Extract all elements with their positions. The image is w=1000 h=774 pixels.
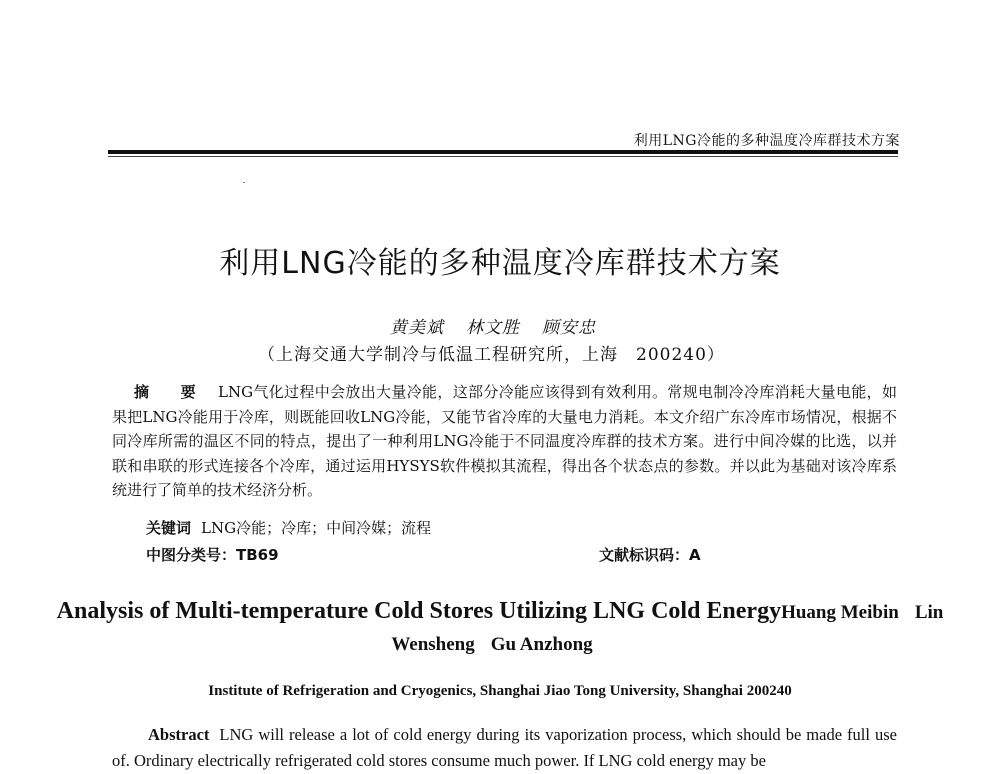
abstract-cn-text: LNG气化过程中会放出大量冷能，这部分冷能应该得到有效利用。常规电制冷冷库消耗大量电能，如果把LNG冷能用于冷库，则既能回收LNG冷能，又能节省冷库的大量电力消耗。本文介绍广东冷库市场情况，根据不同冷库所需的温区不同的特点，提出了一种利用LNG冷能于不同温度冷库群的技术方案。进行中间冷媒的比选，以并联和串联的形式连接各个冷库，通过运用HYSYS软件模拟其流程，得出各个状态点的参数。并以此为基础对该冷库系统进行了简单的技术经济分析。 [112,383,897,499]
header-rule-thin [108,156,898,157]
abstract-cn-label: 摘 要 [134,383,204,401]
affiliation-en: Institute of Refrigeration and Cryogenics, Shanghai Jiao Tong University, Shanghai 200240 [208,683,792,699]
abstract-en [112,722,897,774]
keywords-label: 关键词 [146,519,192,537]
affiliation-cn: （上海交通大学制冷与低温工程研究所，上海 200240） [258,345,725,365]
header-rule-thick [108,150,898,154]
abstract-en-label: Abstract [148,725,210,744]
authors-cn [390,313,618,338]
author-en: Huang Meibin [781,602,899,623]
title-en-text: Analysis of Multi-temperature Cold Stores Utilizing LNG Cold Energy [56,598,782,624]
abstract-en-text: LNG will release a lot of cold energy during its vaporization process, which should be made full use of. Ordinary electrically refrigerated cold stores consume much power. If LNG cold energy may be [112,725,897,770]
author-cn: 顾安忠 [542,318,596,338]
classification-number: 中图分类号：TB69 [146,546,279,564]
author-en: Lin Wensheng [391,602,944,655]
keywords-text: LNG冷能；冷库；中间冷媒；流程 [201,519,432,537]
running-header: 利用LNG冷能的多种温度冷库群技术方案 [633,133,900,149]
keywords [146,517,431,538]
speck [243,182,245,183]
abstract-cn [112,380,897,503]
paper-title-en [0,596,1000,660]
author-en: Gu Anzhong [490,634,593,655]
paper-title-cn: 利用LNG冷能的多种温度冷库群技术方案 [219,246,781,281]
document-id-code: 文献标识码：A [599,546,701,564]
author-cn: 黄美斌 [390,318,444,338]
author-cn: 林文胜 [466,318,520,338]
